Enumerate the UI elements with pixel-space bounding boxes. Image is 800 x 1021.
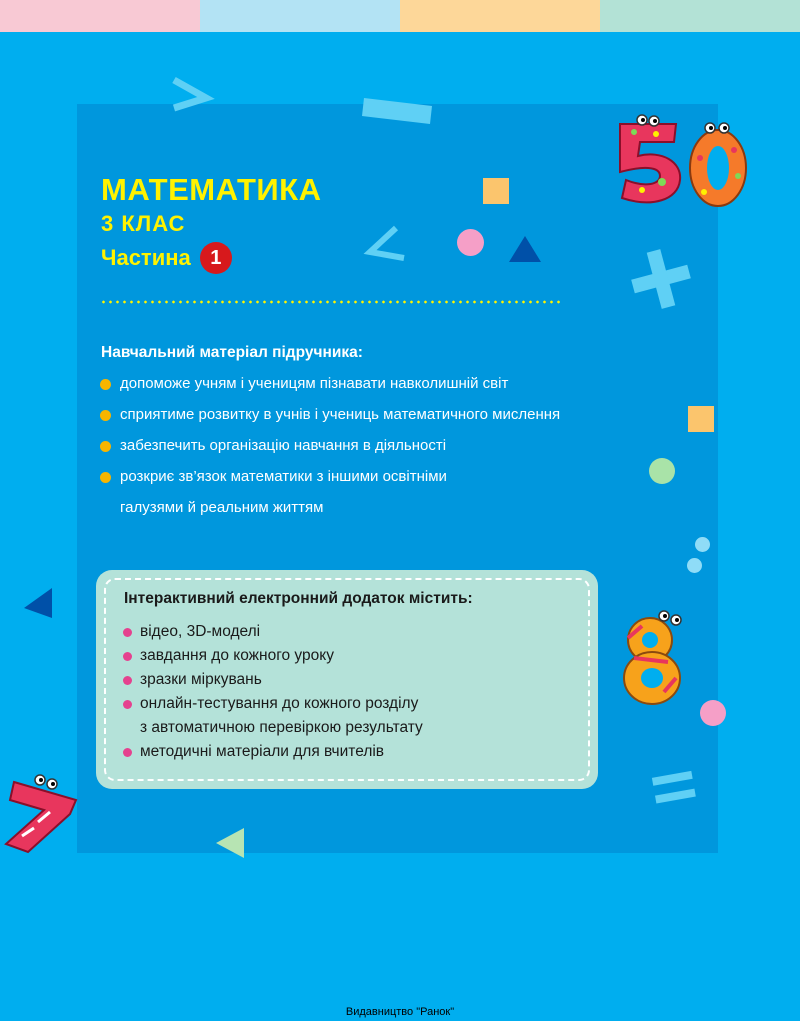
digit-eight-icon (614, 608, 688, 708)
list-item-text: завдання до кожного уроку (140, 647, 334, 664)
list-item (100, 435, 560, 466)
list-item (100, 373, 560, 404)
top-color-strip (0, 0, 800, 32)
circle-icon (649, 458, 675, 484)
square-icon (483, 178, 509, 204)
bullet-icon (123, 652, 132, 661)
list-item-text: розкриє зв’язок математики з іншими освітніми (120, 468, 447, 485)
interactive-list (122, 622, 423, 766)
interactive-heading: Інтерактивний електронний додаток містить: (124, 590, 473, 607)
strip-orange (400, 0, 600, 32)
greater-than-icon (170, 76, 210, 116)
list-item-text: методичні матеріали для вчителів (140, 743, 385, 760)
digit-seven-icon (0, 772, 80, 854)
list-item-text: сприятиме розвитку в учнів і учениць математичного мислення (120, 406, 561, 423)
digit-five-icon (612, 118, 684, 206)
circle-icon (695, 537, 710, 552)
plus-icon (628, 248, 694, 310)
strip-pink (0, 0, 200, 32)
circle-icon (687, 558, 702, 573)
strip-mint (600, 0, 800, 32)
features-list (100, 373, 560, 528)
part-text: Частина (101, 245, 191, 270)
grade-label: 3 КЛАС (101, 211, 186, 236)
list-item-text: забезпечить організацію навчання в діяльності (120, 437, 447, 454)
digit-zero-icon (686, 122, 750, 208)
part-label (101, 242, 232, 274)
bullet-icon (123, 676, 132, 685)
bullet-icon (100, 472, 111, 483)
bullet-icon (100, 410, 111, 421)
list-item (122, 694, 423, 718)
list-item-text: онлайн-тестування до кожного розділу (140, 695, 419, 712)
list-item-continuation (100, 497, 560, 528)
equals-icon (652, 768, 698, 808)
triangle-icon (216, 828, 244, 858)
list-item-text: зразки міркувань (140, 671, 262, 688)
strip-light-blue (200, 0, 400, 32)
less-than-icon (364, 224, 408, 264)
bullet-icon (123, 748, 132, 757)
list-item-continuation (122, 718, 423, 742)
list-item (122, 670, 423, 694)
minus-icon (362, 96, 434, 126)
triangle-icon (509, 236, 541, 262)
book-title: МАТЕМАТИКА (101, 172, 322, 207)
publisher-label: Видавництво "Ранок" (345, 1006, 455, 1018)
list-item (122, 622, 423, 646)
list-item (122, 646, 423, 670)
list-item (100, 466, 560, 497)
bullet-icon (123, 628, 132, 637)
list-item (100, 404, 560, 435)
part-number-badge: 1 (200, 242, 232, 274)
list-item-text: з автоматичною перевіркою результату (140, 719, 423, 736)
list-item-text: відео, 3D-моделі (140, 623, 261, 640)
list-item-text: галузями й реальним життям (120, 499, 324, 516)
list-item (122, 742, 423, 766)
circle-icon (700, 700, 726, 726)
square-icon (688, 406, 714, 432)
circle-icon (457, 229, 484, 256)
dotted-divider (100, 300, 562, 304)
list-item-text: допоможе учням і ученицям пізнавати навколишній світ (120, 375, 509, 392)
triangle-icon (24, 588, 54, 618)
bullet-icon (100, 441, 111, 452)
bullet-icon (123, 700, 132, 709)
bullet-icon (100, 379, 111, 390)
features-heading: Навчальний матеріал підручника: (101, 344, 363, 361)
